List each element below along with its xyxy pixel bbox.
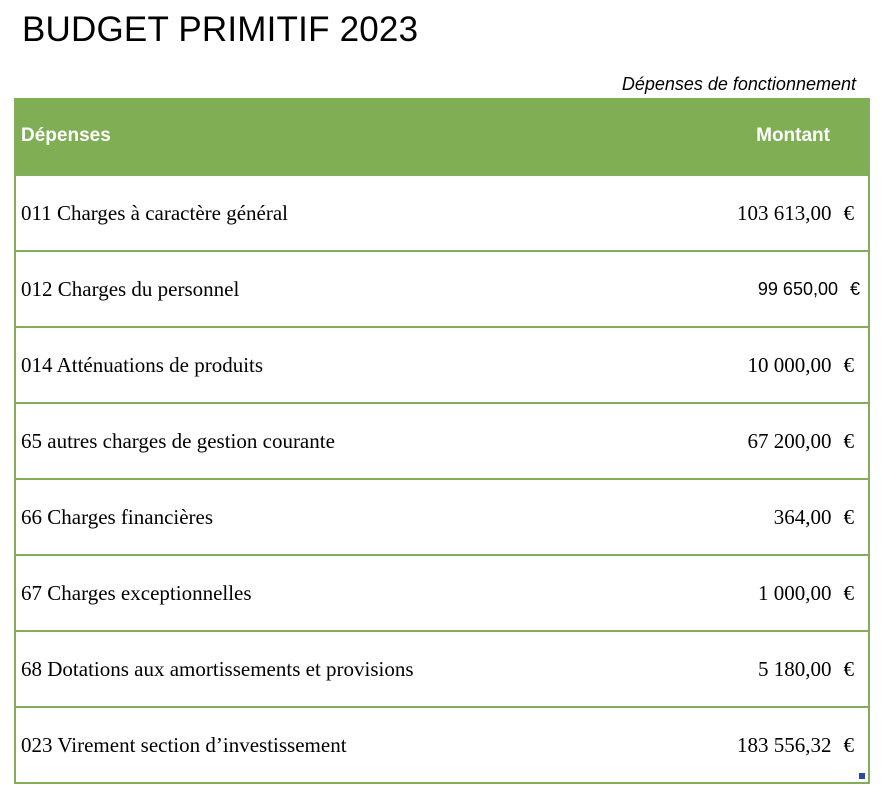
amount-value: 103 613,00 [737, 200, 832, 225]
amount-value: 183 556,32 [737, 732, 832, 757]
currency-symbol: € [843, 504, 854, 529]
currency-symbol: € [843, 352, 854, 377]
row-amount [758, 581, 868, 606]
page-title: BUDGET PRIMITIF 2023 [22, 10, 419, 49]
row-label: 012 Charges du personnel [21, 276, 240, 301]
currency-symbol: € [843, 428, 854, 453]
row-amount [774, 505, 868, 530]
row-amount [758, 279, 868, 300]
row-label: 68 Dotations aux amortissements et provisions [21, 656, 414, 681]
currency-symbol: € [843, 732, 854, 757]
row-amount [737, 733, 868, 758]
amount-value: 1 000,00 [758, 580, 832, 605]
table-header [16, 98, 868, 176]
table-row [16, 632, 868, 708]
row-amount [748, 429, 869, 454]
currency-symbol: € [849, 278, 860, 299]
row-label: 011 Charges à caractère général [21, 200, 289, 225]
table-row [16, 708, 868, 784]
amount-value: 10 000,00 [747, 352, 832, 377]
table-row [16, 176, 868, 252]
table-resize-handle[interactable] [859, 773, 865, 779]
section-subtitle: Dépenses de fonctionnement [621, 74, 856, 94]
currency-symbol: € [843, 580, 854, 605]
currency-symbol: € [843, 656, 854, 681]
table-row [16, 404, 868, 480]
table-row [16, 328, 868, 404]
row-label: 65 autres charges de gestion courante [21, 428, 335, 453]
row-label: 67 Charges exceptionnelles [21, 580, 252, 605]
row-amount [748, 353, 869, 378]
amount-value: 5 180,00 [758, 656, 832, 681]
table-row [16, 556, 868, 632]
row-amount [758, 657, 868, 682]
table-row [16, 252, 868, 328]
row-label: 014 Atténuations de produits [21, 352, 264, 377]
budget-table [14, 98, 870, 784]
amount-value: 67 200,00 [747, 428, 832, 453]
table-row [16, 480, 868, 556]
row-label: 66 Charges financières [21, 504, 214, 529]
header-label-montant: Montant [756, 125, 830, 146]
currency-symbol: € [843, 200, 854, 225]
header-label-depenses: Dépenses [21, 125, 111, 146]
row-amount [737, 201, 868, 226]
amount-value: 99 650,00 [757, 278, 838, 299]
amount-value: 364,00 [773, 504, 832, 529]
row-label: 023 Virement section d’investissement [21, 732, 347, 757]
